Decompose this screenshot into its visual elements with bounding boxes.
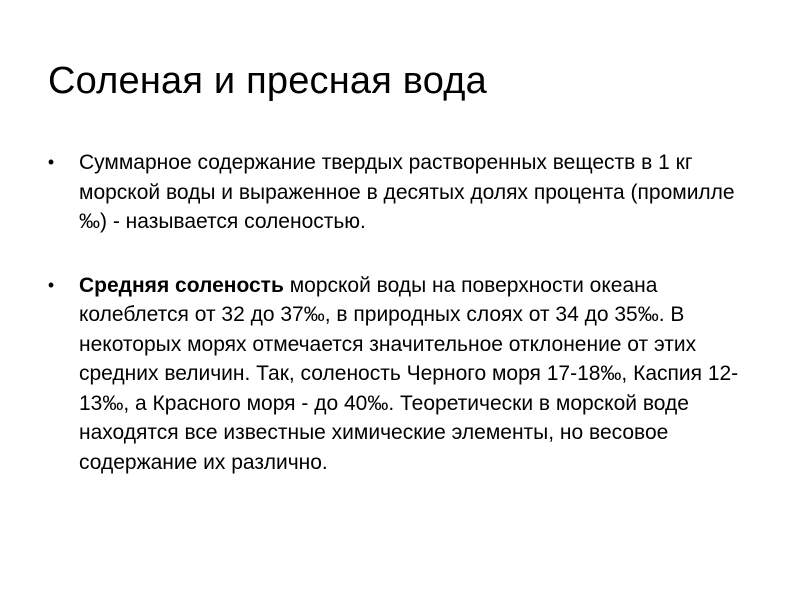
- slide-title: Соленая и пресная вода: [48, 60, 487, 102]
- bullet-text: [79, 271, 744, 478]
- bullet-bold-term: Средняя соленость: [79, 273, 284, 297]
- bullet-text: Суммарное содержание твердых растворенных веществ в 1 кг морской воды и выраженное в десятых долях процента (промилле ‰) - называется соленостью.: [79, 151, 735, 233]
- bullet-list: [44, 148, 744, 477]
- bullet-item-average-salinity: [44, 271, 744, 478]
- bullet-body-text: морской воды на поверхности океана колеблется от 32 до 37‰, в природных слоях от 34 до 35‰. В некоторых морях отмечается значительное отклонение от этих средних величин. Так, соленость Черного моря 17-18‰, Каспия 12-13‰, а Красного моря - до 40‰. Теоретически в морской воде находятся все известные химические элементы, но весовое содержание их различно.: [79, 273, 739, 474]
- bullet-item-salinity-definition: [44, 148, 744, 237]
- bullet-point-icon: •: [47, 152, 55, 172]
- bullet-point-icon: •: [47, 274, 55, 295]
